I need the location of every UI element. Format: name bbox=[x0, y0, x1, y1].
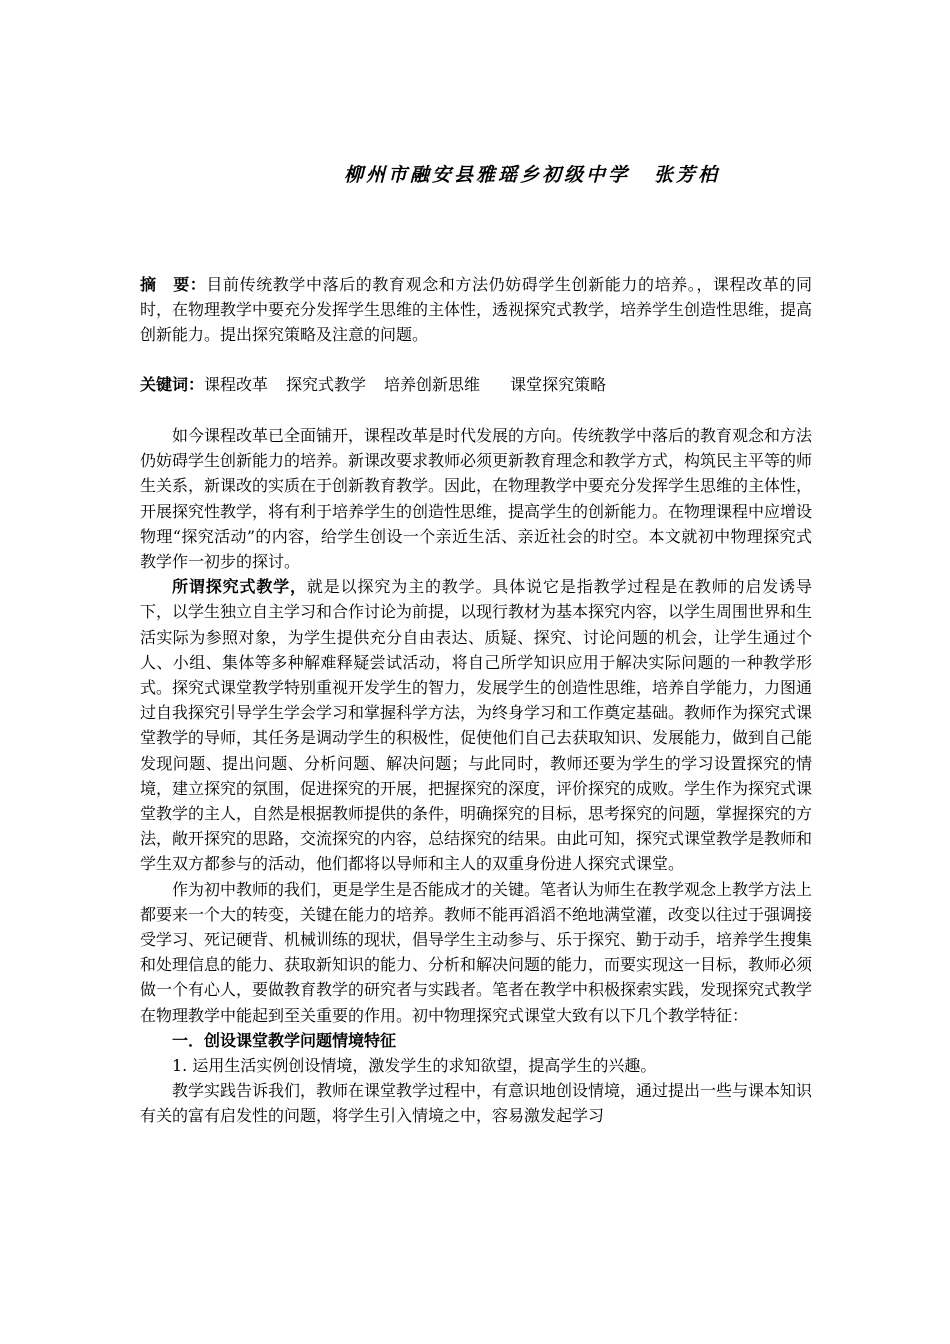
paragraph: 教学实践告诉我们，教师在课堂教学过程中，有意识地创设情境，通过提出一些与课本知识有关的富有启发性的问题，将学生引入情境之中，容易激发起学习 bbox=[140, 1081, 813, 1126]
abstract-text: 目前传统教学中落后的教育观念和方法仍妨碍学生创新能力的培养。，课程改革的同时，在物理教学中要充分发挥学生思维的主体性，透视探究式教学，培养学生创造性思维，提高创新能力。提出探究策略及注意的问题。 bbox=[140, 275, 813, 345]
keyword-item: 课堂探究策略 bbox=[510, 375, 607, 394]
paragraph bbox=[140, 574, 812, 876]
body-text bbox=[140, 423, 812, 1129]
keyword-item: 探究式教学 bbox=[286, 375, 367, 394]
abstract-label: 摘 要： bbox=[140, 275, 207, 294]
author-name: 张芳柏 bbox=[654, 164, 721, 186]
list-item: 1. 运用生活实例创设情境，激发学生的求知欲望，提高学生的兴趣。 bbox=[172, 1056, 657, 1076]
paragraph: 如今课程改革已全面铺开，课程改革是时代发展的方向。传统教学中落后的教育观念和方法仍妨碍学生创新能力的培养。新课改要求教师必须更新教育理念和教学方式，构筑民主平等的师生关系，新课改的实质在于创新教育教学。因此，在物理教学中要充分发挥学生思维的主体性，开展探究性教学，将有利于培养学生的创造性思维，提高学生的创新能力。在物理课程中应增设物理“探究活动”的内容，给学生创设一个亲近生活、亲近社会的时空。本文就初中物理探究式教学作一初步的探讨。 bbox=[140, 426, 813, 572]
section-heading: 一．创设课堂教学问题情境特征 bbox=[172, 1030, 397, 1050]
school-name: 柳州市融安县雅瑶乡初级中学 bbox=[344, 164, 631, 186]
author-line bbox=[344, 160, 824, 187]
keyword-item: 课程改革 bbox=[204, 375, 269, 394]
keywords bbox=[140, 372, 812, 397]
abstract bbox=[140, 272, 812, 348]
paragraph-lead: 所谓探究式教学， bbox=[172, 577, 307, 597]
keyword-item: 培养创新思维 bbox=[384, 375, 481, 394]
paragraph-text: 就是以探究为主的教学。具体说它是指教学过程是在教师的启发诱导下，以学生独立自主学习和合作讨论为前提，以现行教材为基本探究内容，以学生周围世界和生活实际为参照对象，为学生提供充分自由表达、质疑、探究、讨论问题的机会，让学生通过个人、小组、集体等多种解难释疑尝试活动，将自己所学知识应用于解决实际问题的一种教学形式。探究式课堂教学特别重视开发学生的智力，发展学生的创造性思维，培养自学能力，力图通过自我探究引导学生学会学习和掌握科学方法，为终身学习和工作奠定基础。教师作为探究式课堂教学的导师，其任务是调动学生的积极性，促使他们自己去获取知识、发展能力，做到自己能发现问题、提出问题、分析问题、解决问题；与此同时，教师还要为学生的学习设置探究的情境，建立探究的氛围，促进探究的开展，把握探究的深度，评价探究的成败。学生作为探究式课堂教学的主人，自然是根据教师提供的条件，明确探究的目标，思考探究的问题，掌握探究的方法，敞开探究的思路，交流探究的内容，总结探究的结果。由此可知，探究式课堂教学是教师和学生双方都参与的活动，他们都将以导师和主人的双重身份进人探究式课堂。 bbox=[140, 577, 813, 874]
paragraph: 作为初中教师的我们，更是学生是否能成才的关键。笔者认为师生在教学观念上教学方法上都要来一个大的转变，关键在能力的培养。教师不能再滔滔不绝地满堂灌，改变以往过于强调接受学习、死记硬背、机械训练的现状，倡导学生主动参与、乐于探究、勤于动手，培养学生搜集和处理信息的能力、获取新知识的能力、分析和解决问题的能力，而要实现这一目标，教师必须做一个有心人，要做教育教学的研究者与实践者。笔者在教学中积极探索实践，发现探究式教学在物理教学中能起到至关重要的作用。初中物理探究式课堂大致有以下几个教学特征： bbox=[140, 879, 813, 1025]
keywords-label: 关键词： bbox=[140, 375, 205, 394]
